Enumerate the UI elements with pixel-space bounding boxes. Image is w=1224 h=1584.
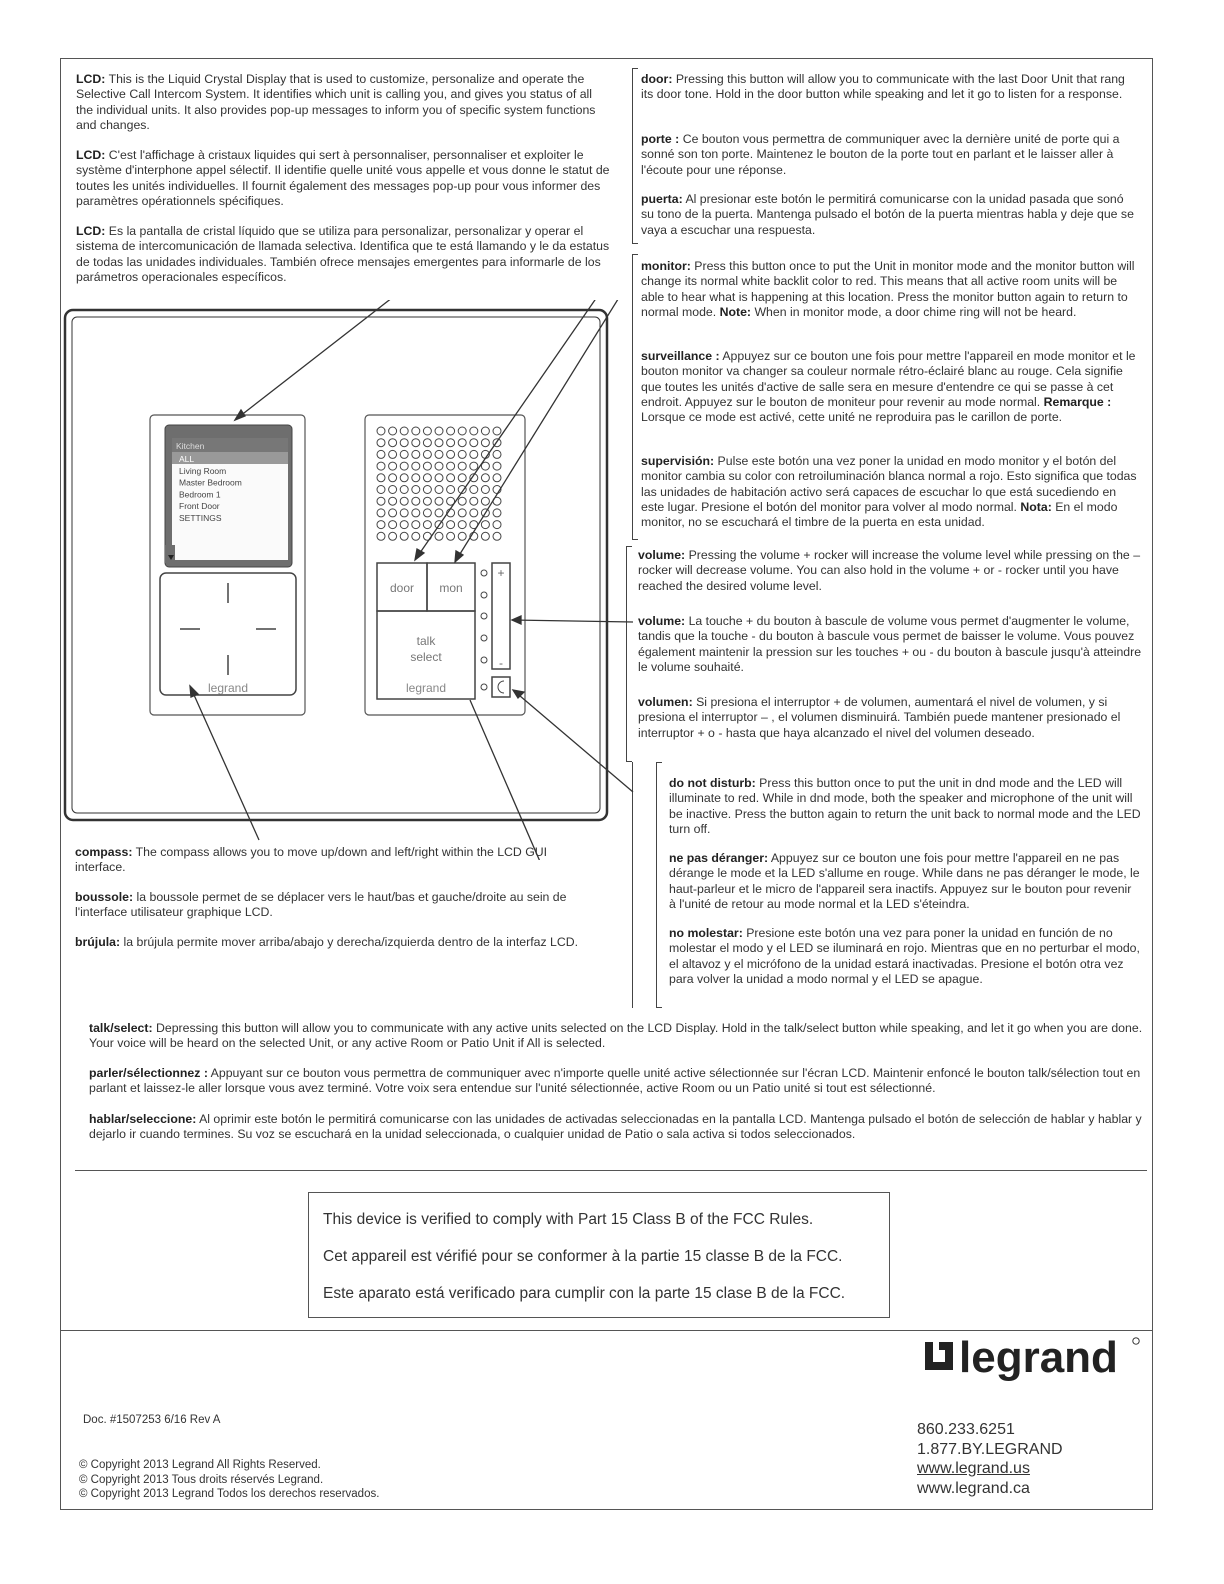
compass-desc-fr: boussole: la boussole permet de se déplacer vers le haut/bas et gauche/droite au sein de l'interface utilisateur graphique LCD. [75, 890, 567, 920]
dnd-leader-line [513, 690, 633, 792]
door-bracket [632, 68, 638, 244]
talk-desc-en: talk/select: Depressing this button will allow you to communicate with any active units selected on the LCD Display. Hold in the talk/select button while speaking, and let it go when you are done. Your voice will be heard on the selected Unit, or any active Room or Patio Unit if All is selected. [89, 1021, 1143, 1051]
door-button-label: door [389, 581, 415, 595]
phone-number: 860.233.6251 [917, 1421, 1015, 1438]
monitor-desc-en: monitor: Press this button once to put the Unit in monitor mode and the monitor button will change its normal white backlit color to red. This means that all active room units will be able to hear what is happening at this location. Press the monitor button again to return to normal mode. Note: When in monitor mode, a door chime ring will not be heard. [641, 259, 1135, 319]
website-ca-link[interactable]: www.legrand.ca [917, 1479, 1030, 1497]
volume-plus-icon: + [497, 566, 505, 580]
led-indicator [481, 635, 487, 641]
door-desc-fr: porte : Ce bouton vous permettra de communiquer avec la dernière unité de porte qui a sonné son ton porte. Maintenez le bouton de la porte tout en parlant et le laisser aller à l'écoute pour une réponse. [641, 132, 1120, 177]
volume-desc-en: volume: Pressing the volume + rocker will increase the volume level while pressing on the – rocker will decrease volume. You can also hold in the volume + or - rocker until you have reached the desired volume level. [638, 548, 1141, 593]
talk-label: talk [416, 634, 436, 648]
lcd-menu-item: Master Bedroom [179, 477, 242, 488]
contact-block [917, 1420, 1063, 1498]
lcd-desc-en: LCD: This is the Liquid Crystal Display that is used to customize, personalize and operate the Selective Call Intercom System. It identifies which unit is calling you, and gives you status of all the individual units. It also provides pop-up messages to inform you of specific system functions and changes. [76, 72, 596, 132]
legrand-logo [917, 1330, 1147, 1400]
copyright-fr: © Copyright 2013 Tous droits réservés Legrand. [79, 1473, 324, 1486]
lcd-menu-item: SETTINGS [179, 513, 222, 523]
doc-number: Doc. #1507253 6/16 Rev A [83, 1414, 221, 1426]
toll-free-number: 1.877.BY.LEGRAND [917, 1440, 1063, 1458]
compass-desc-en: compass: The compass allows you to move up/down and left/right within the LCD GUI interface. [75, 845, 548, 875]
website-us-link[interactable]: www.legrand.us [917, 1460, 1030, 1477]
talk-desc-es: hablar/seleccione: Al oprimir este botón le permitirá comunicarse con las unidades de activadas seleccionadas en la pantalla LCD. Mantenga pulsado el botón de selección de hablar y hablar y dejarlo ir cuando termines. Su voz se escuchará en la unidad seleccionada, o cualquier unidad de Patio o sala activa si todos seleccionados. [89, 1112, 1142, 1142]
compass-desc-es: brújula: la brújula permite mover arriba/abajo y derecha/izquierda dentro de la interfaz LCD. [75, 935, 579, 949]
lcd-menu-item: Living Room [179, 465, 227, 476]
lcd-leader-line [235, 300, 415, 420]
lcd-desc-es: LCD: Es la pantalla de cristal líquido que se utiliza para personalizar, personalizar y operar el sistema de intercomunicación de llamada selectiva. Identifica que te está llamando y le da estatus de todas las unidades individuales. También ofrece mensajes emergentes para informarle de los parámetros operacionales específicos. [76, 224, 610, 284]
led-indicator [481, 684, 487, 690]
moon-icon [498, 681, 504, 693]
dnd-desc-fr: ne pas déranger: Appuyez sur ce bouton une fois pour mettre l'appareil en ne pas dérange le mode et la LED s'allume en rouge. While dans ne pas déranger le mode, le haut-parleur et le micro de l'appareil sera inactifs. Appuyez sur le bouton pour revenir à l'unité de retour au mode normal et la LED s'éteindra. [669, 851, 1140, 911]
led-indicator [481, 657, 487, 663]
led-indicator [481, 570, 487, 576]
talk-desc-fr: parler/sélectionnez : Appuyant sur ce bouton vous permettra de communiquer avec n'importe quelle unité active sélectionnée sur l'écran LCD. Maintenir enfoncé le bouton talk/sélection tout en parlant et laissez-le aller lorsque vous avez terminé. Votre voix sera entendue sur l'unité sélectionnée, active Room ou un Patio unité si tout est sélectionné. [89, 1066, 1141, 1096]
speaker-grille [377, 427, 501, 540]
fcc-notice-box [308, 1192, 890, 1318]
volume-desc-fr: volume: La touche + du bouton à bascule de volume vous permet d'augmenter le volume, tandis que la touche - du bouton à bascule vous permet de baisser le volume. Vous pouvez également maintenir la pression sur les touches + ou - du bouton à bascule jusqu'à atteindre le volume souhaité. [638, 614, 1142, 674]
door-desc-en: door: Pressing this button will allow you to communicate with the last Door Unit that rang its door tone. Hold in the door button while speaking and let it go to listen for a response. [641, 72, 1125, 102]
compass-leader-line [190, 686, 259, 840]
door-desc-es: puerta: Al presionar este botón le permitirá comunicarse con la unidad pasada que sonó su tono de la puerta. Mantenga pulsado el botón de la puerta mientras habla y deje que se vaya a escuchar una respuesta. [641, 192, 1134, 237]
copyright-en: © Copyright 2013 Legrand All Rights Reserved. [79, 1459, 321, 1471]
fcc-fr: Cet appareil est vérifié pour se conformer à la partie 15 classe B de la FCC. [323, 1248, 843, 1265]
wall-plate-inner [72, 317, 600, 813]
mon-button-label: mon [439, 581, 463, 595]
volume-desc-es: volumen: Si presiona el interruptor + de volumen, aumentará el nivel de volumen, y si presiona el interruptor – , el volumen disminuirá. También puede mantener presionado el interruptor + o - hasta que haya alcanzado el nivel del volumen deseado. [638, 695, 1121, 740]
logo-wordmark: legrand [959, 1333, 1118, 1382]
copyright-block [79, 1458, 379, 1502]
monitor-desc-fr: surveillance : Appuyez sur ce bouton une fois pour mettre l'appareil en mode monitor et le bouton monitor va changer sa couleur normale rétro-éclairé blanc au rouge. Cela signifie que toutes les unités d'active de salle sera en mesure d'entendre ce qui se passe à cet endroit. Appuyez sur le bouton de moniteur pour revenir au mode normal. Remarque : Lorsque ce mode est activé, cette unité ne reproduira pas le carillon de porte. [641, 349, 1136, 425]
right-unit [365, 415, 525, 715]
lcd-menu-item: Bedroom 1 [179, 489, 221, 500]
volume-minus-icon: - [499, 656, 503, 670]
wall-plate-outer [65, 310, 607, 820]
talk-leader-line [470, 700, 600, 860]
left-unit-brand: legrand [207, 681, 249, 695]
monitor-desc-es: supervisión: Pulse este botón una vez poner la unidad en modo monitor y el botón del monitor cambia su color con retroiluminación blanca normal a rojo. Esto significa que todas las unidades de habitación activo será capaces de escuchar lo que está sucediendo en este lugar. Presione el botón del monitor para volver al modo normal. Nota: En el modo monitor, no se escuchará el timbre de la puerta en esta unidad. [641, 454, 1137, 530]
fcc-en: This device is verified to comply with Part 15 Class B of the FCC Rules. [323, 1211, 814, 1228]
lcd-header: Kitchen [176, 441, 205, 451]
rule-upper [75, 1170, 1147, 1171]
copyright-es: © Copyright 2013 Legrand Todos los derechos reservados. [79, 1488, 380, 1500]
dnd-desc-es: no molestar: Presione este botón una vez para poner la unidad en función de no molestar el modo y el LED se iluminará en rojo. Mientras que en no perturbar el modo, el altavoz y el micrófono de la unidad estará inactivadas. Presione el botón otra vez para volver la unidad a modo normal y el LED se apague. [669, 926, 1140, 986]
lcd-menu-item: Front Door [179, 501, 220, 512]
dnd-desc-en: do not disturb: Press this button once to put the unit in dnd mode and the LED will illuminate to red. While in dnd mode, both the speaker and microphone of the unit will be inactive. Press the button again to return the unit back to normal mode and the LED turn off. [669, 776, 1141, 836]
volume-leader-line [512, 620, 633, 622]
select-label: select [410, 650, 442, 664]
device-illustration [60, 300, 660, 860]
dnd-button [492, 677, 510, 697]
led-indicator [481, 613, 487, 619]
led-indicator [481, 592, 487, 598]
fcc-es: Este aparato está verificado para cumplir con la parte 15 clase B de la FCC. [323, 1285, 846, 1302]
lcd-desc-fr: LCD: C'est l'affichage à cristaux liquides qui sert à personnaliser, personnaliser et exploiter le système d'interphone appel sélectif. Il identifie quelle unité vous appelle et vous donne le statut de toutes les unités individuelles. Il fournit également des messages pop-up pour vous informer des paramètres opérationnels spécifiques. [76, 148, 610, 208]
lcd-menu-item: ALL [179, 454, 195, 464]
right-unit-brand: legrand [405, 681, 447, 695]
